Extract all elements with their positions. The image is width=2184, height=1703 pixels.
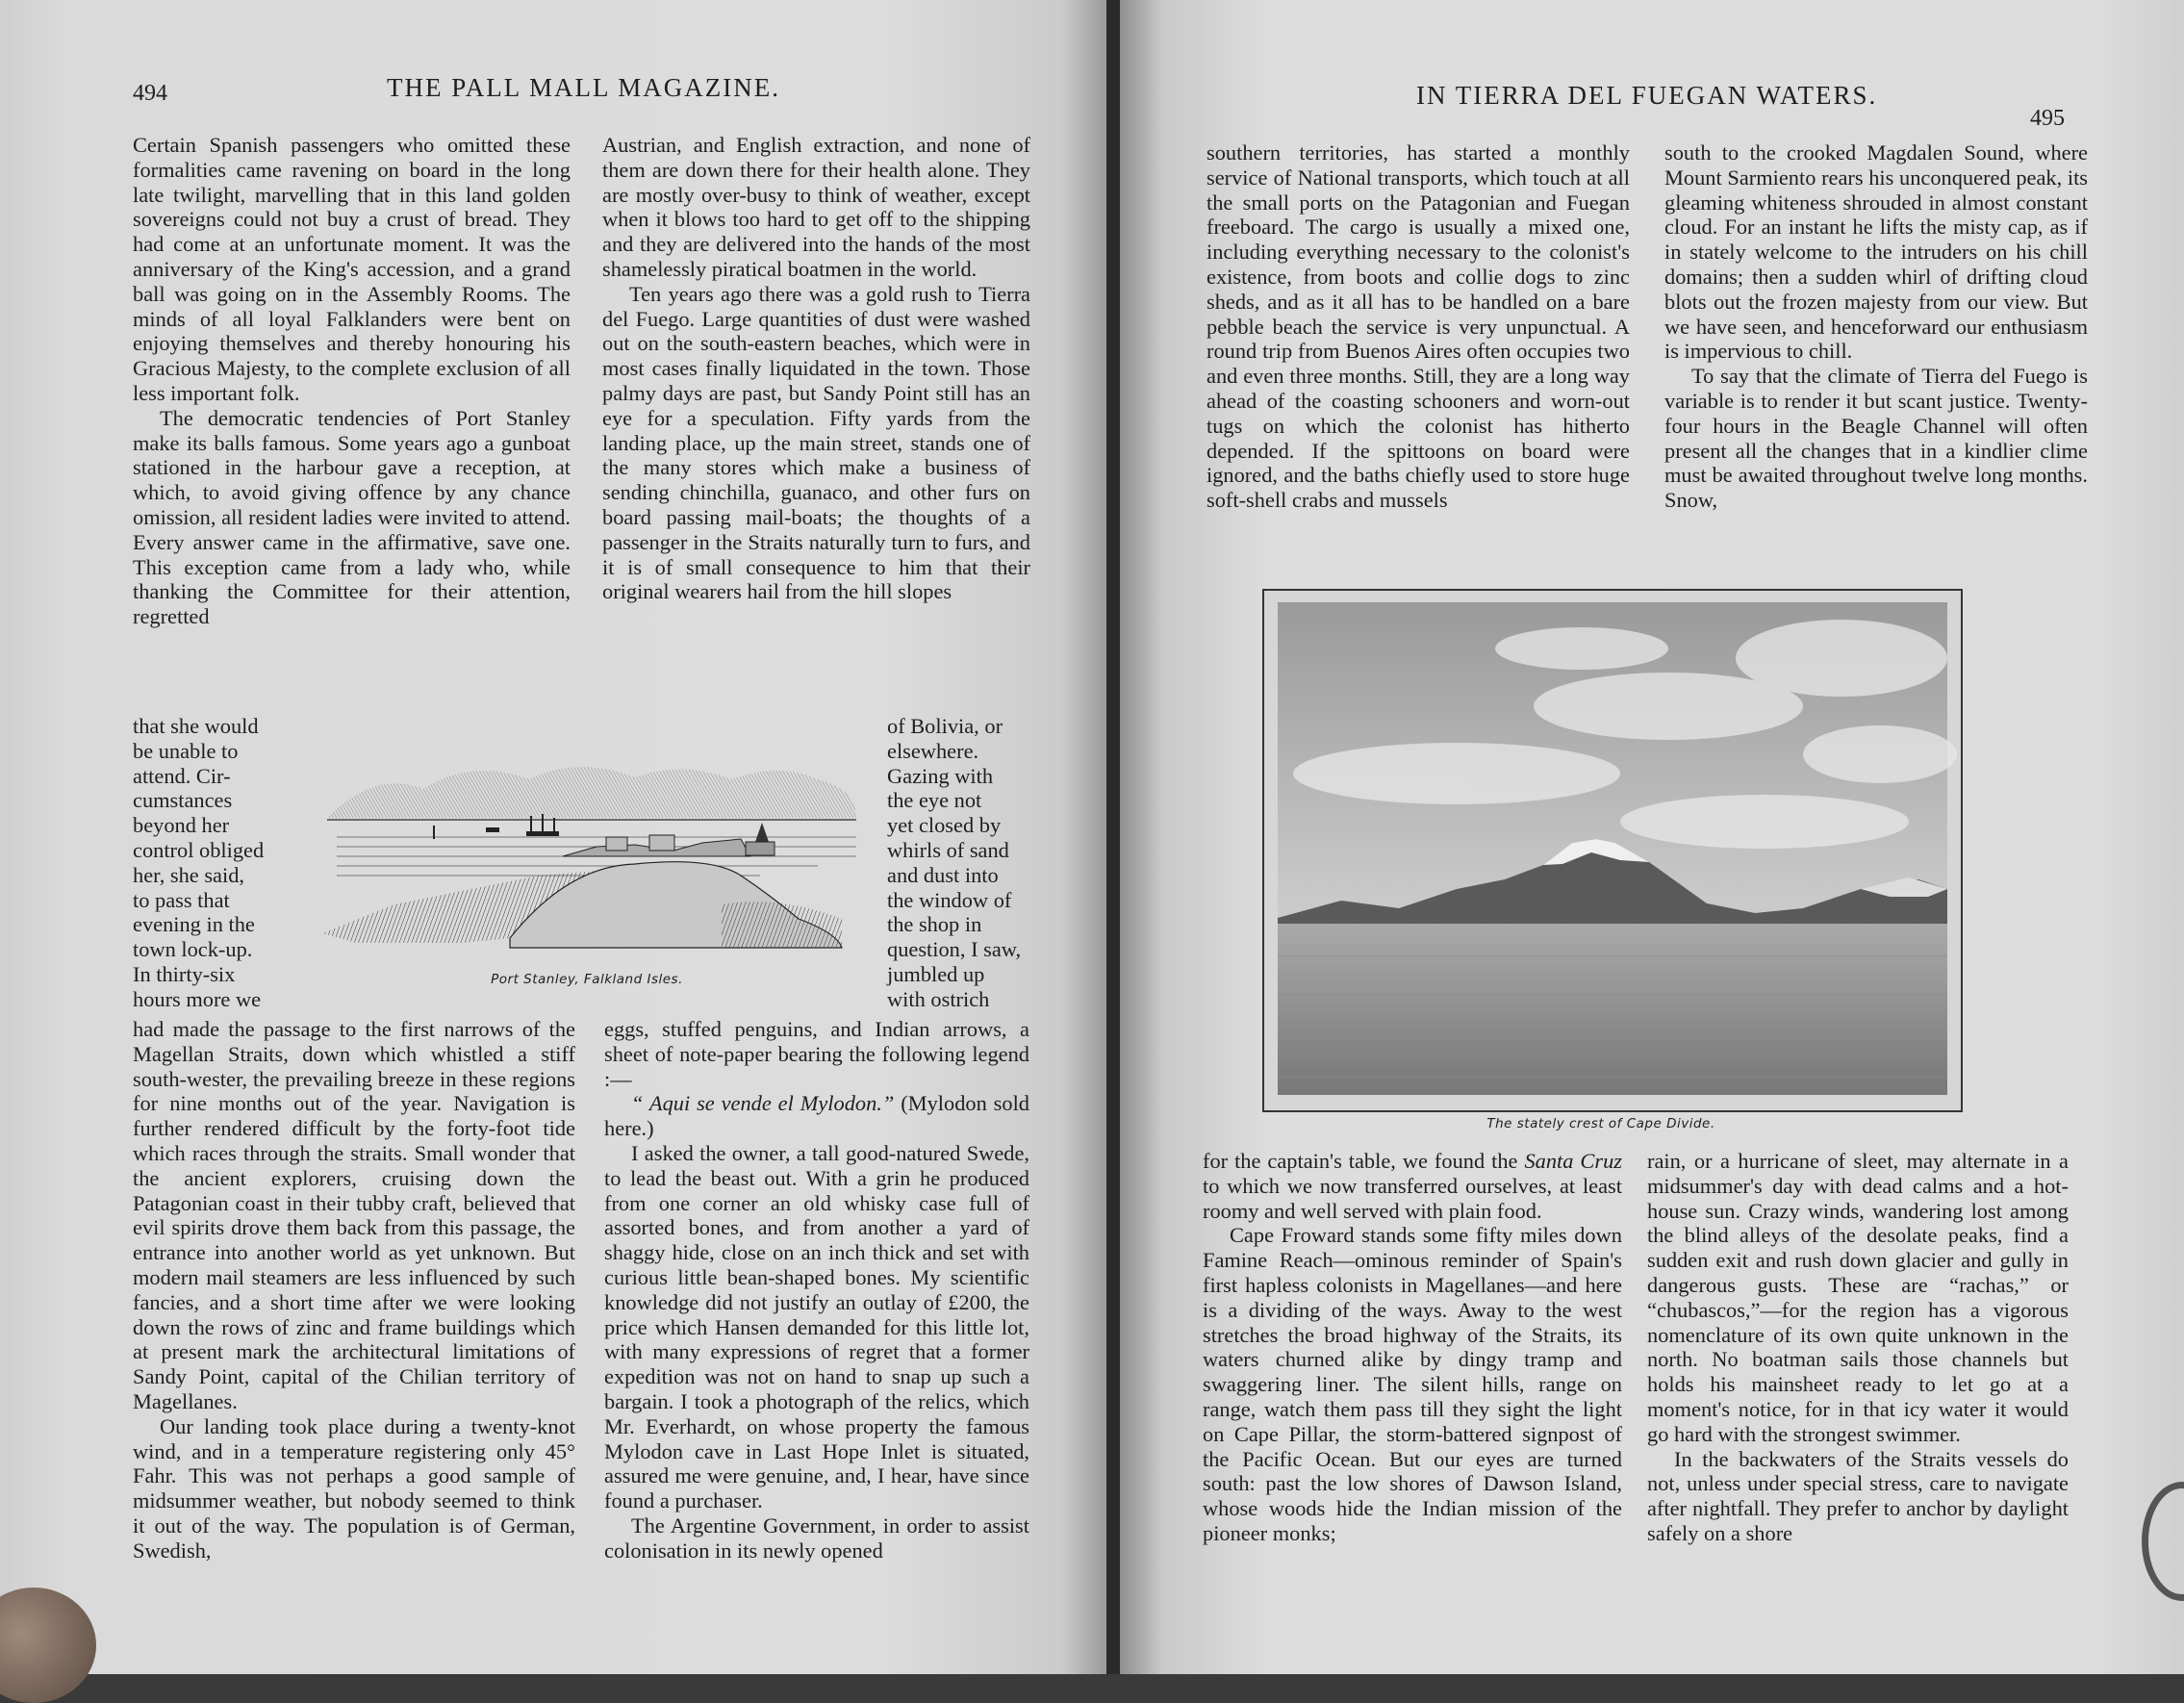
left-col1-wrap [133, 714, 292, 1012]
book-gutter [1106, 0, 1120, 1674]
paragraph: The democratic tendencies of Port Stanley make its balls famous. Some years ago a gunboat stationed in the harbour gave a reception, at which, to avoid giving offence by any chance omission, all resident ladies were invited to attend. Every answer came in the affirmative, save one. This exception came from a lady who, while thanking the Committee for their attention, regretted [133, 405, 571, 629]
wrap-line: whirls of sand [887, 837, 1009, 862]
wrap-line: hours more we [133, 986, 262, 1011]
wrap-line: beyond her [133, 813, 230, 838]
paragraph: I asked the owner, a tall good-natured Swede, to lead the beast out. With a grin he produced from one corner an old whisky case full of assorted bones, and from another a yard of shaggy hide, close on an inch thick and set with curious little bean-shaped bones. My scientific knowledge did not justify an outlay of £200, the price which Hansen demanded for this little lot, with many expressions of regret that a former expedition was not on hand to snap up such a bargain. I took a photograph of the relics, which Mr. Everhardt, on whose property the famous Mylodon cave in Last Hope Inlet is situated, assured me were genuine, and, I hear, have since found a purchaser. [604, 1140, 1029, 1513]
right-col2-top [1664, 140, 2088, 513]
left-col1-top [133, 133, 571, 629]
paragraph: eggs, stuffed penguins, and Indian arrows, a sheet of note-paper bearing the following legend :— [604, 1017, 1029, 1091]
left-col1-bottom [133, 1017, 575, 1563]
paragraph: Austrian, and English extraction, and none of them are down there for their health alone. They are mostly over-busy to think of weather, except when it blows too hard to get off to the shipping and they are delivered into the hands of the most shamelessly piratical boatmen in the world. [602, 133, 1030, 281]
paragraph: Ten years ago there was a gold rush to Tierra del Fuego. Large quantities of dust were washed out on the south-eastern beaches, which were in most cases finally liquidated in the town. Those palmy days are past, but Sandy Point still has an eye for a speculation. Fifty yards from the landing place, up the main street, stands one of the many stores which make a business of sending chinchilla, guanaco, and other furs on board passing mail-boats; the thoughts of a passenger in the Straits naturally turn to furs, and it is of small consequence to him that their original wearers hail from the hill slopes [602, 281, 1030, 604]
wrap-line: jumbled up [887, 961, 985, 986]
right-col1-bottom [1203, 1149, 1622, 1546]
wrap-line: cumstances [133, 788, 233, 813]
running-head: THE PALL MALL MAGAZINE. [387, 73, 780, 102]
figure-caption: Port Stanley, Falkland Isles. [491, 972, 683, 987]
wrap-line: yet closed by [887, 813, 1002, 838]
paragraph: To say that the climate of Tierra del Fuego is variable is to render it but scant justice. Twenty-four hours in the Beagle Channel will often present all the changes that in a kindlier clime must be awaited throughout twelve long months. Snow, [1664, 364, 2088, 513]
paragraph: Cape Froward stands some fifty miles down Famine Reach—ominous reminder of Spain's first hapless colonists in Magellanes—and here is a dividing of the ways. Away to the west stretches the broad highway of the Straits, its waters churned alike by dingy tramp and swaggering liner. The silent hills, range on range, watch them pass till they sight the light on Cape Pillar, the storm-battered signpost of the Pacific Ocean. But our eyes are turned south: past the low shores of Dawson Island, whose woods hide the Indian mission of the pioneer monks; [1203, 1223, 1622, 1545]
wrap-line: of Bolivia, or [887, 714, 1003, 738]
port-stanley-illustration [317, 750, 866, 967]
wrap-line: the shop in [887, 912, 982, 937]
right-col2-bottom [1647, 1149, 2069, 1546]
page-number: 494 [133, 81, 167, 106]
paragraph: Certain Spanish passengers who omitted these formalities came ravening on board in the long late twilight, marvelling that in this land golden sovereigns could not buy a crust of bread. They had come at an unfortunate moment. It was the anniversary of the King's accession, and a grand ball was going on in the Assembly Rooms. The minds of all loyal Falklanders were bent on enjoying themselves and thereby honouring his Gracious Majesty, to the complete exclusion of all less important folk. [133, 133, 571, 405]
quote-italic: “ Aqui se vende el Mylodon.” [631, 1091, 895, 1116]
right-col1-top [1206, 140, 1630, 513]
wrap-line: that she would [133, 714, 259, 738]
paragraph: The Argentine Government, in order to assist colonisation in its newly opened [604, 1512, 1029, 1563]
binder-ring [2142, 1482, 2184, 1601]
paragraph: south to the crooked Magdalen Sound, where Mount Sarmiento rears his unconquered peak, its gleaming whiteness shrouded in almost constant cloud. For an instant he lifts the misty cap, as if in stately welcome to the intruders on his chill domains; then a sudden whirl of drifting cloud blots out the frozen majesty from our view. But we have seen, and henceforward our enthusiasm is impervious to chill. [1664, 140, 2088, 364]
paragraph [1203, 1149, 1622, 1223]
wrap-line: attend. Cir- [133, 763, 231, 788]
right-page [1120, 0, 2184, 1674]
wrap-line: elsewhere. [887, 738, 979, 763]
wrap-line: her, she said, [133, 862, 244, 887]
wrap-line: town lock-up. [133, 937, 253, 962]
wrap-line: question, I saw, [887, 937, 1022, 962]
left-col2-top [602, 133, 1030, 604]
ship-name: Santa Cruz [1524, 1149, 1622, 1173]
cape-divide-photograph-frame [1262, 589, 1963, 1112]
page-number: 495 [2030, 106, 2065, 131]
wrap-line: In thirty-six [133, 961, 236, 986]
left-page [0, 0, 1106, 1674]
text-run: for the captain's table, we found the [1203, 1149, 1525, 1173]
wrap-line: to pass that [133, 887, 230, 912]
wrap-line: Gazing with [887, 763, 994, 788]
wrap-line: the window of [887, 887, 1012, 912]
paragraph: had made the passage to the first narrows of the Magellan Straits, down which whistled a stiff south-wester, the prevailing breeze in these regions for nine months out of the year. Navigation is further rendered difficult by the forty-foot tide which races through the straits. Small wonder that the ancient explorers, cruising down the Patagonian coast in their tubby craft, believed that evil spirits drove them back from this passage, the entrance into another world as yet unknown. But modern mail steamers are less influenced by such fancies, and a short time after we were looking down the rows of zinc and frame buildings which at present mark the architectural limitations of Sandy Point, capital of the Chilian territory of Magellanes. [133, 1017, 575, 1413]
text-run: to which we now transferred ourselves, at least roomy and well served with plain food. [1203, 1173, 1622, 1223]
figure-caption: The stately crest of Cape Divide. [1486, 1116, 1715, 1131]
wrap-line: be unable to [133, 738, 239, 763]
paragraph: In the backwaters of the Straits vessels do not, unless under special stress, care to navigate after nightfall. They prefer to anchor by daylight safely on a shore [1647, 1446, 2069, 1545]
wrap-line: the eye not [887, 788, 982, 813]
running-head: IN TIERRA DEL FUEGAN WATERS. [1416, 81, 1878, 110]
wrap-line: with ostrich [887, 986, 990, 1011]
cape-divide-photograph [1264, 591, 1961, 1110]
wrap-line: evening in the [133, 912, 255, 937]
wrap-line: and dust into [887, 862, 999, 887]
quote-paragraph [604, 1091, 1029, 1141]
paragraph: Our landing took place during a twenty-knot wind, and in a temperature registering only 45° Fahr. This was not perhaps a good sample of midsummer weather, but nobody seemed to think it out of the way. The population is of German, Swedish, [133, 1413, 575, 1563]
wrap-line: control obliged [133, 837, 265, 862]
left-col2-bottom [604, 1017, 1029, 1563]
paragraph: southern territories, has started a monthly service of National transports, which touch at all the small ports on the Patagonian and Fuegan freeboard. The cargo is usually a mixed one, including everything necessary to the colonist's existence, from boots and collie dogs to zinc sheds, and as it all has to be handled on a bare pebble beach the service is very unpunctual. A round trip from Buenos Aires often occupies two and even three months. Still, they are a long way ahead of the coasting schooners and worn-out tugs on which the colonist has hitherto depended. If the spittoons on board were ignored, and the baths chiefly used to store huge soft-shell crabs and mussels [1206, 140, 1630, 513]
quote-rest: (Mylodon sold here.) [604, 1091, 1029, 1141]
paragraph: rain, or a hurricane of sleet, may alternate in a midsummer's day with dead calms and a hot-house sun. Crazy winds, wandering lost among the blind alleys of the desolate peaks, find a sudden exit and rush down glacier and gully in dangerous gusts. These are “rachas,” or “chubascos,”—for the region has a vigorous nomenclature of its own quite unknown in the north. No boatman sails those channels but holds his mainsheet ready to let go at a moment's notice, for in that icy water it would go hard with the strongest swimmer. [1647, 1149, 2069, 1446]
left-col2-wrap [887, 714, 1031, 1012]
